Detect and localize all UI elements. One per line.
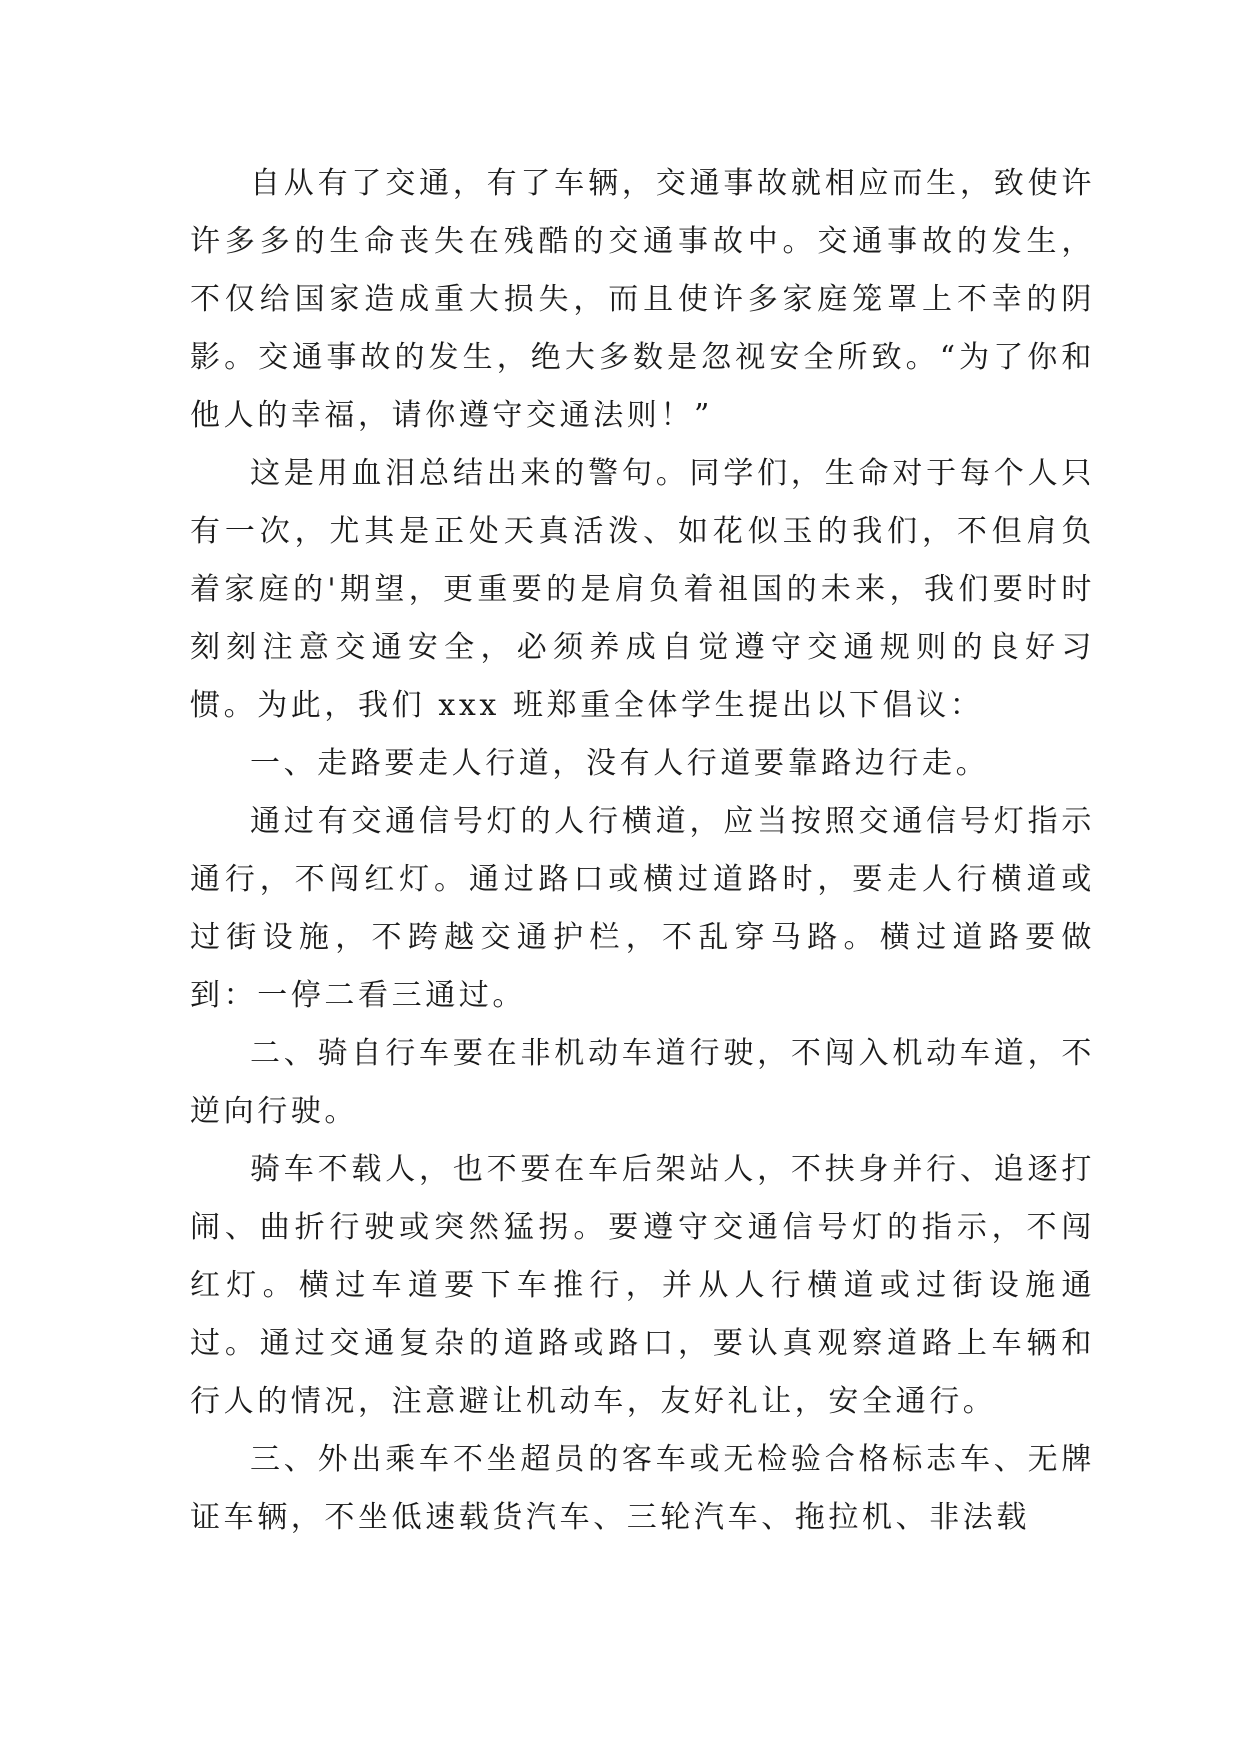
paragraph-4: 通过有交通信号灯的人行横道，应当按照交通信号灯指示通行，不闯红灯。通过路口或横过道路时，要走人行横道或过街设施，不跨越交通护栏，不乱穿马路。横过道路要做到：一停二看三通过。 bbox=[190, 804, 1095, 1013]
document-body bbox=[190, 155, 1095, 1547]
paragraph-7: 三、外出乘车不坐超员的客车或无检验合格标志车、无牌证车辆，不坐低速载货汽车、三轮汽车、拖拉机、非法载 bbox=[190, 1442, 1095, 1535]
paragraph-6: 骑车不载人，也不要在车后架站人，不扶身并行、追逐打闹、曲折行驶或突然猛拐。要遵守交通信号灯的指示，不闯红灯。横过车道要下车推行，并从人行横道或过街设施通过。通过交通复杂的道路或路口，要认真观察道路上车辆和行人的情况，注意避让机动车，友好礼让，安全通行。 bbox=[190, 1152, 1095, 1419]
paragraph-5: 二、骑自行车要在非机动车道行驶，不闯入机动车道，不逆向行驶。 bbox=[190, 1036, 1095, 1129]
paragraph-2: 这是用血泪总结出来的警句。同学们，生命对于每个人只有一次，尤其是正处天真活泼、如花似玉的我们，不但肩负着家庭的'期望，更重要的是肩负着祖国的未来，我们要时时刻刻注意交通安全，必须养成自觉遵守交通规则的良好习惯。为此，我们 xxx 班郑重全体学生提出以下倡议： bbox=[190, 456, 1095, 723]
paragraph-1: 自从有了交通，有了车辆，交通事故就相应而生，致使许许多多的生命丧失在残酷的交通事故中。交通事故的发生，不仅给国家造成重大损失，而且使许多家庭笼罩上不幸的阴影。交通事故的发生，绝大多数是忽视安全所致。“为了你和他人的幸福，请你遵守交通法则！” bbox=[190, 166, 1095, 433]
paragraph-3: 一、走路要走人行道，没有人行道要靠路边行走。 bbox=[250, 746, 990, 781]
